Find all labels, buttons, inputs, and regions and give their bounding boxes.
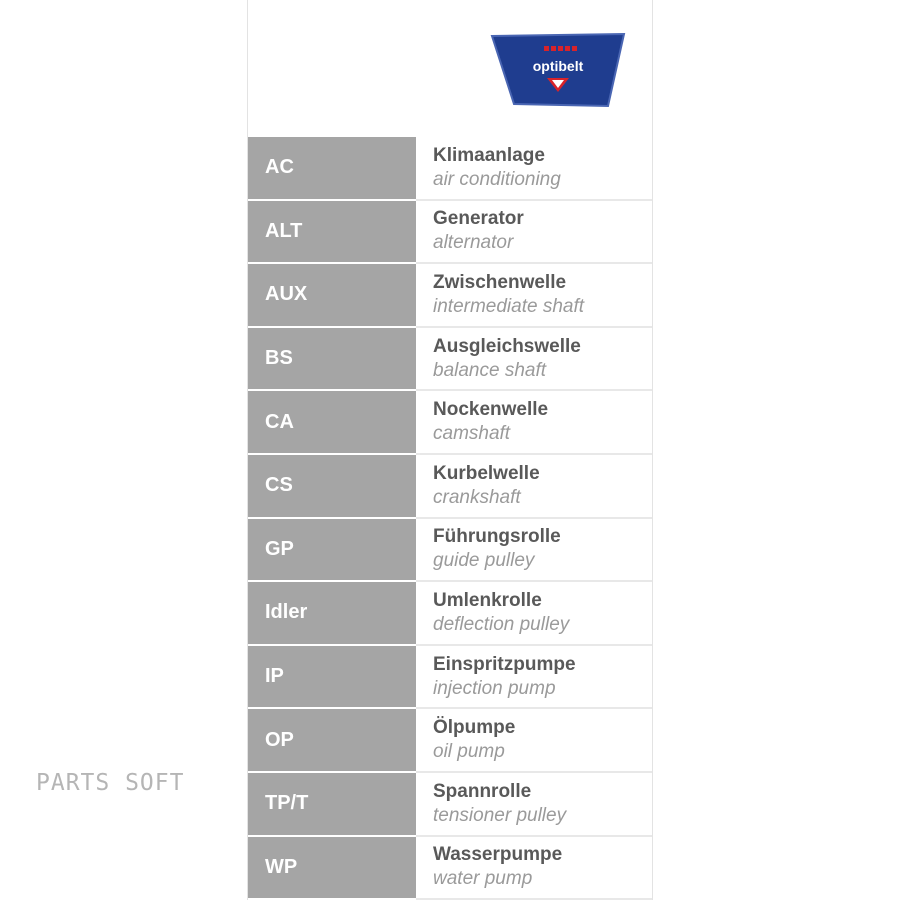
abbreviation-code: ALT [248,201,416,265]
english-term: balance shaft [433,359,547,381]
english-term: camshaft [433,423,511,445]
abbreviation-code: BS [248,328,416,392]
legend-row [248,519,652,583]
english-term: crankshaft [433,486,521,508]
abbreviation-description [416,582,652,646]
english-term: alternator [433,232,514,254]
german-term: Generator [433,208,524,230]
abbreviation-description [416,328,652,392]
english-term: oil pump [433,741,505,763]
abbreviation-code: GP [248,519,416,583]
legend-row [248,137,652,201]
german-term: Kurbelwelle [433,462,540,484]
english-term: intermediate shaft [433,295,585,317]
abbreviation-code: CS [248,455,416,519]
legend-row [248,837,652,900]
abbreviation-code: OP [248,709,416,773]
abbreviation-code: IP [248,646,416,710]
abbreviation-code: TP/T [248,773,416,837]
abbreviation-description [416,264,652,328]
optibelt-logo [490,32,626,108]
legend-row [248,582,652,646]
abbreviation-code: WP [248,837,416,900]
abbreviation-description [416,137,652,201]
abbreviation-description [416,837,652,900]
abbreviation-description [416,709,652,773]
watermark: PARTS SOFT [36,770,185,796]
legend-row [248,773,652,837]
german-term: Spannrolle [433,780,532,802]
german-term: Ölpumpe [433,717,516,739]
german-term: Klimaanlage [433,144,545,166]
german-term: Ausgleichswelle [433,335,581,357]
german-term: Zwischenwelle [433,271,567,293]
english-term: air conditioning [433,168,561,190]
german-term: Umlenkrolle [433,589,542,611]
english-term: guide pulley [433,550,535,572]
legend-row [248,455,652,519]
abbreviation-description [416,455,652,519]
legend-row [248,646,652,710]
abbreviation-description [416,519,652,583]
english-term: deflection pulley [433,613,570,635]
logo-area [248,0,652,137]
legend-row [248,201,652,265]
german-term: Führungsrolle [433,526,561,548]
logo-text: optibelt [532,58,584,74]
abbreviation-code: CA [248,391,416,455]
legend-row [248,391,652,455]
english-term: water pump [433,868,533,890]
german-term: Nockenwelle [433,399,549,421]
german-term: Einspritzpumpe [433,653,576,675]
abbreviation-list [248,137,652,900]
abbreviation-description [416,201,652,265]
legend-row [248,264,652,328]
abbreviation-code: Idler [248,582,416,646]
english-term: tensioner pulley [433,804,567,826]
abbreviation-description [416,391,652,455]
legend-row [248,709,652,773]
english-term: injection pump [433,677,556,699]
legend-panel [247,0,653,900]
abbreviation-description [416,646,652,710]
abbreviation-code: AC [248,137,416,201]
german-term: Wasserpumpe [433,844,563,866]
abbreviation-code: AUX [248,264,416,328]
abbreviation-description [416,773,652,837]
legend-row [248,328,652,392]
